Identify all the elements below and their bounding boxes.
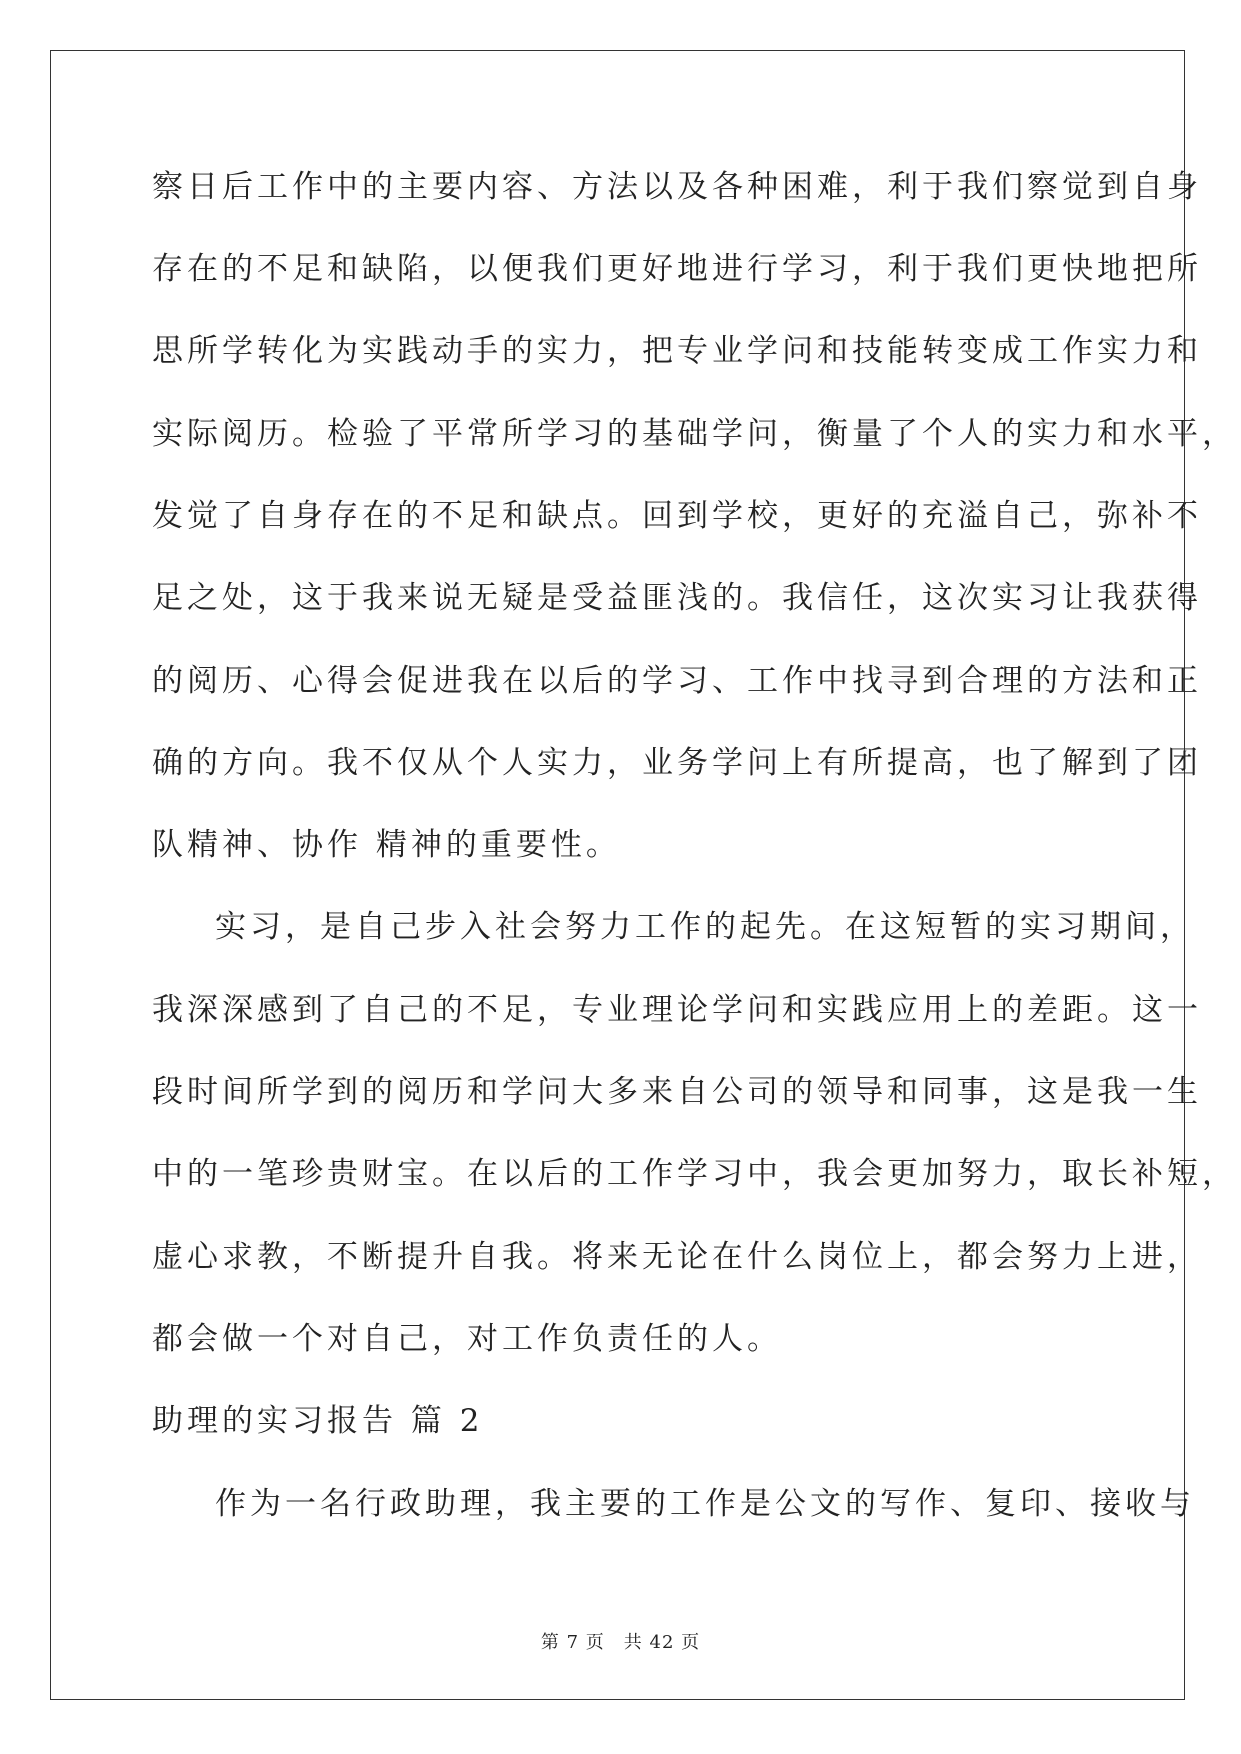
paragraph-line: 的阅历、心得会促进我在以后的学习、工作中找寻到合理的方法和正 xyxy=(152,663,1202,699)
paragraph-line: 虚心求教，不断提升自我。将来无论在什么岗位上，都会努力上进， xyxy=(152,1239,1202,1275)
section-heading: 助理的实习报告 篇 2 xyxy=(152,1403,484,1439)
paragraph-line: 作为一名行政助理，我主要的工作是公文的写作、复印、接收与 xyxy=(215,1486,1195,1522)
paragraph-line: 足之处，这于我来说无疑是受益匪浅的。我信任，这次实习让我获得 xyxy=(152,580,1202,616)
page-number-footer: 第 7 页 共 42 页 xyxy=(540,1632,701,1653)
paragraph-line: 存在的不足和缺陷，以便我们更好地进行学习，利于我们更快地把所 xyxy=(152,251,1202,287)
paragraph-line: 中的一笔珍贵财宝。在以后的工作学习中，我会更加努力，取长补短， xyxy=(152,1156,1237,1192)
paragraph-line: 都会做一个对自己，对工作负责任的人。 xyxy=(152,1321,782,1357)
paragraph-line: 队精神、协作 精神的重要性。 xyxy=(152,827,621,863)
page-border xyxy=(50,50,1185,1700)
paragraph-line: 实际阅历。检验了平常所学习的基础学问，衡量了个人的实力和水平， xyxy=(152,416,1237,452)
paragraph-line: 发觉了自身存在的不足和缺点。回到学校，更好的充溢自己，弥补不 xyxy=(152,498,1202,534)
paragraph-line: 实习，是自己步入社会努力工作的起先。在这短暂的实习期间， xyxy=(215,909,1195,945)
paragraph-line: 确的方向。我不仅从个人实力，业务学问上有所提高，也了解到了团 xyxy=(152,745,1202,781)
paragraph-line: 段时间所学到的阅历和学问大多来自公司的领导和同事，这是我一生 xyxy=(152,1074,1202,1110)
paragraph-line: 察日后工作中的主要内容、方法以及各种困难，利于我们察觉到自身 xyxy=(152,169,1202,205)
paragraph-line: 思所学转化为实践动手的实力，把专业学问和技能转变成工作实力和 xyxy=(152,333,1202,369)
paragraph-line: 我深深感到了自己的不足，专业理论学问和实践应用上的差距。这一 xyxy=(152,992,1202,1028)
